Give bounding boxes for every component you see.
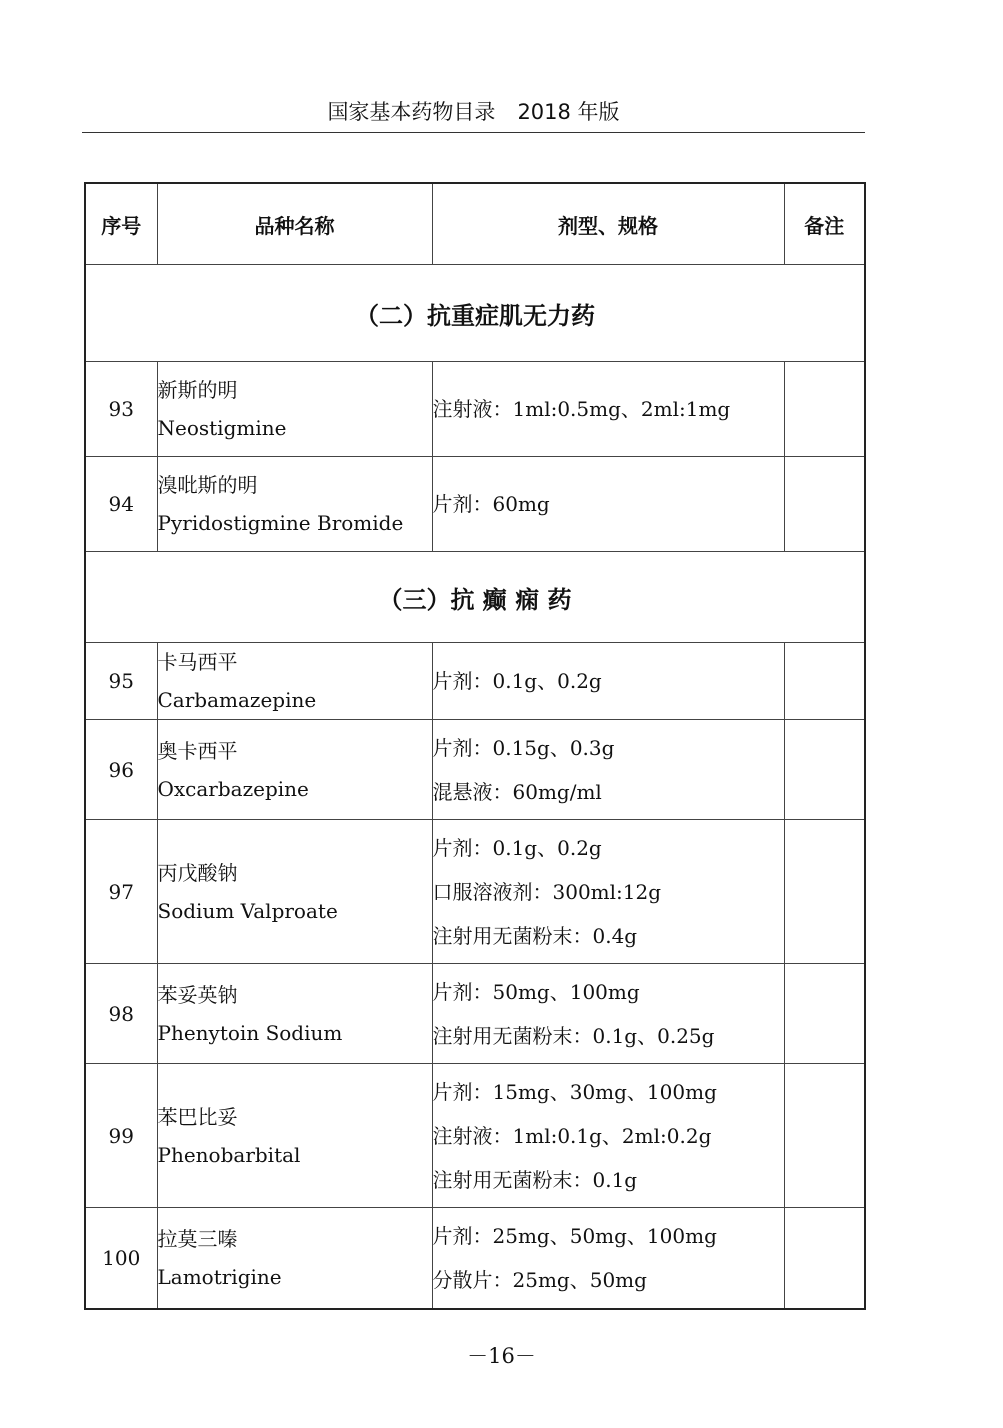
spec-cell xyxy=(432,720,784,820)
spec-line: 注射用无菌粉末：0.1g xyxy=(432,1167,638,1192)
table-row xyxy=(85,643,865,720)
spec-line: 片剂：0.15g、0.3g xyxy=(432,735,615,760)
drug-name-cell xyxy=(157,964,432,1064)
section-row xyxy=(85,552,865,643)
spec-line: 片剂：25mg、50mg、100mg xyxy=(432,1223,717,1248)
drug-name-cell xyxy=(157,720,432,820)
spec-line: 片剂：50mg、100mg xyxy=(432,979,640,1004)
drug-name-cn: 新斯的明 xyxy=(157,378,238,402)
drug-name-cn: 拉莫三嗪 xyxy=(157,1226,238,1251)
note-cell xyxy=(784,643,865,720)
spec-line: 分散片：25mg、50mg xyxy=(432,1267,647,1292)
drug-name-cn: 苯妥英钠 xyxy=(157,982,238,1007)
note-cell xyxy=(784,1208,865,1309)
spec-line: 口服溶液剂：300ml:12g xyxy=(432,879,662,904)
drug-name-en: Phenytoin Sodium xyxy=(157,1020,343,1045)
note-cell xyxy=(784,1064,865,1208)
note-cell xyxy=(784,964,865,1064)
spec-cell xyxy=(432,362,784,457)
spec-cell xyxy=(432,457,784,552)
drug-name-cn: 溴吡斯的明 xyxy=(157,473,258,497)
spec-cell xyxy=(432,1064,784,1208)
table-header-row xyxy=(85,183,865,265)
row-seq: 93 xyxy=(85,362,157,457)
drug-name-cn: 奥卡西平 xyxy=(157,738,238,763)
document-title: 国家基本药物目录 xyxy=(327,100,496,124)
drug-name-cn: 丙戊酸钠 xyxy=(157,860,238,885)
drug-name-cell xyxy=(157,457,432,552)
section-row xyxy=(85,265,865,362)
drug-name-en: Lamotrigine xyxy=(157,1264,282,1289)
spec-line: 片剂：0.1g、0.2g xyxy=(432,669,602,693)
spec-line: 片剂：15mg、30mg、100mg xyxy=(432,1079,717,1104)
spec-line: 片剂：0.1g、0.2g xyxy=(432,835,602,860)
drug-name-cell xyxy=(157,1208,432,1309)
spec-line: 片剂：60mg xyxy=(432,492,550,516)
table-row xyxy=(85,964,865,1064)
table-row xyxy=(85,362,865,457)
note-cell xyxy=(784,820,865,964)
spec-line: 混悬液：60mg/ml xyxy=(432,779,602,804)
spec-line: 注射用无菌粉末：0.4g xyxy=(432,923,638,948)
spec-line: 注射液：1ml:0.5mg、2ml:1mg xyxy=(432,397,731,421)
drug-name-cell xyxy=(157,820,432,964)
note-cell xyxy=(784,362,865,457)
drug-table xyxy=(84,182,866,1310)
spec-line: 注射液：1ml:0.1g、2ml:0.2g xyxy=(432,1123,712,1148)
drug-name-en: Oxcarbazepine xyxy=(157,776,309,801)
page-header xyxy=(82,96,865,133)
row-seq: 94 xyxy=(85,457,157,552)
page-number: －16－ xyxy=(467,1344,536,1368)
spec-cell xyxy=(432,643,784,720)
table-row xyxy=(85,820,865,964)
drug-name-cn: 苯巴比妥 xyxy=(157,1104,238,1129)
column-header-spec: 剂型、规格 xyxy=(432,183,784,265)
drug-name-en: Phenobarbital xyxy=(157,1142,301,1167)
drug-name-en: Pyridostigmine Bromide xyxy=(157,511,404,535)
column-header-seq: 序号 xyxy=(85,183,157,265)
spec-cell xyxy=(432,1208,784,1309)
row-seq: 100 xyxy=(85,1208,157,1309)
column-header-note: 备注 xyxy=(784,183,865,265)
row-seq: 99 xyxy=(85,1064,157,1208)
row-seq: 98 xyxy=(85,964,157,1064)
row-seq: 97 xyxy=(85,820,157,964)
column-header-name: 品种名称 xyxy=(157,183,432,265)
drug-name-cn: 卡马西平 xyxy=(157,650,238,674)
drug-name-cell xyxy=(157,362,432,457)
drug-name-cell xyxy=(157,1064,432,1208)
table-row xyxy=(85,1064,865,1208)
drug-name-en: Carbamazepine xyxy=(157,688,317,712)
table-row xyxy=(85,1208,865,1309)
note-cell xyxy=(784,720,865,820)
row-seq: 95 xyxy=(85,643,157,720)
spec-cell xyxy=(432,964,784,1064)
drug-name-en: Sodium Valproate xyxy=(157,898,338,923)
section-title: （二）抗重症肌无力药 xyxy=(85,265,865,362)
table-row xyxy=(85,457,865,552)
drug-name-en: Neostigmine xyxy=(157,416,287,440)
drug-name-cell xyxy=(157,643,432,720)
spec-line: 注射用无菌粉末：0.1g、0.25g xyxy=(432,1023,715,1048)
row-seq: 96 xyxy=(85,720,157,820)
section-title: （三）抗 癫 痫 药 xyxy=(85,552,865,643)
note-cell xyxy=(784,457,865,552)
table-row xyxy=(85,720,865,820)
document-edition: 2018 年版 xyxy=(517,100,620,124)
spec-cell xyxy=(432,820,784,964)
